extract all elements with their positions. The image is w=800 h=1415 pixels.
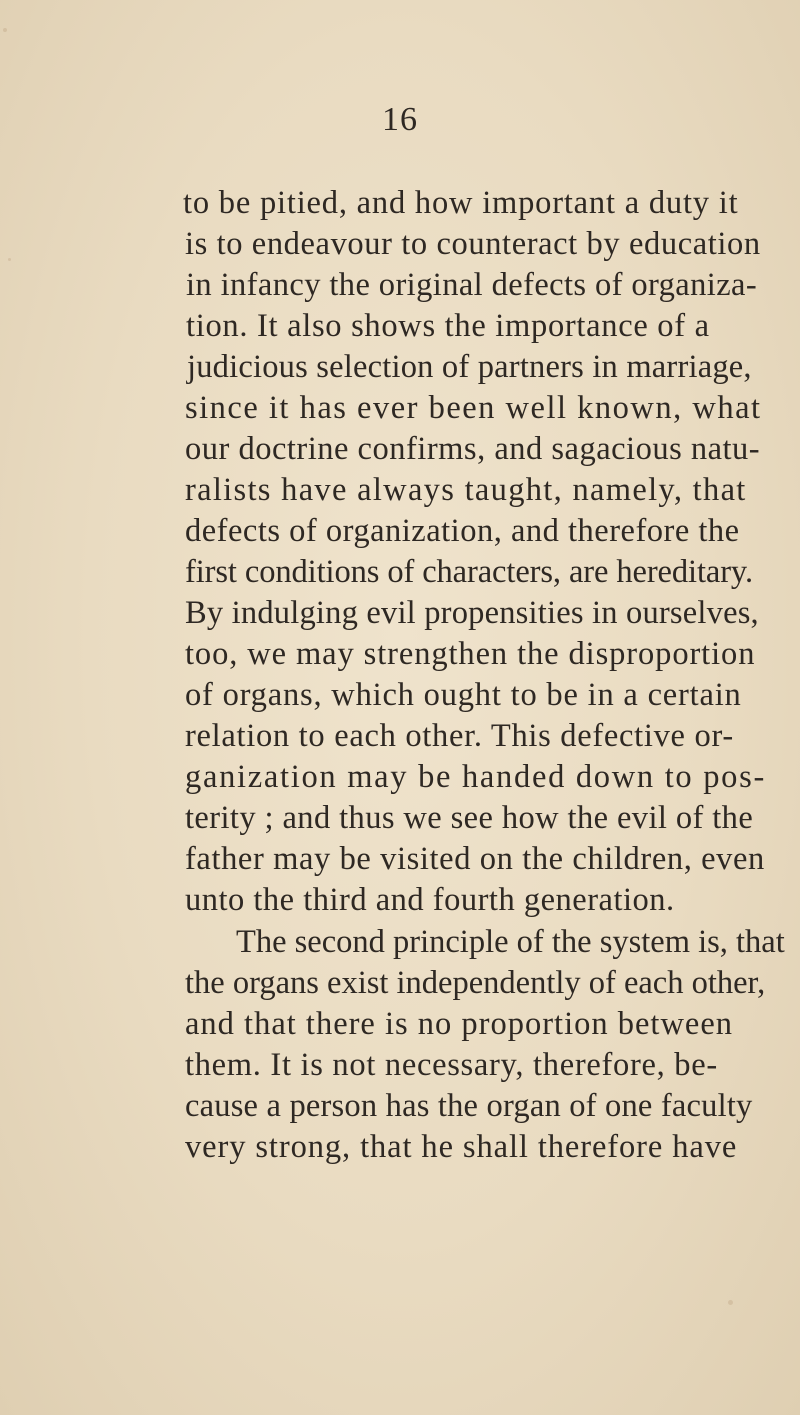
text-line: unto the third and fourth generation. xyxy=(185,882,675,918)
text-line: The second principle of the system is, that xyxy=(236,924,785,960)
text-line: in infancy the original defects of organiza- xyxy=(186,267,758,303)
text-line: By indulging evil propensities in ourselves, xyxy=(185,595,759,631)
text-line: ganization may be handed down to pos- xyxy=(185,759,766,795)
text-line: terity ; and thus we see how the evil of the xyxy=(185,800,754,836)
paper-stain xyxy=(728,1300,733,1305)
text-line: to be pitied, and how important a duty it xyxy=(183,185,739,221)
text-line: father may be visited on the children, even xyxy=(185,841,765,877)
text-line: of organs, which ought to be in a certain xyxy=(185,677,742,713)
text-line: too, we may strengthen the disproportion xyxy=(185,636,756,672)
paper-stain xyxy=(8,258,11,261)
text-line: and that there is no proportion between xyxy=(185,1006,734,1042)
text-line: our doctrine confirms, and sagacious natu- xyxy=(185,431,761,467)
text-line: ralists have always taught, namely, that xyxy=(185,472,747,508)
text-line: tion. It also shows the importance of a xyxy=(186,308,710,344)
paper-stain xyxy=(3,28,7,32)
text-line: cause a person has the organ of one faculty xyxy=(185,1088,753,1124)
text-line: them. It is not necessary, therefore, be- xyxy=(185,1047,718,1083)
text-line: defects of organization, and therefore the xyxy=(185,513,740,549)
text-line: relation to each other. This defective or- xyxy=(185,718,734,754)
text-line: judicious selection of partners in marriage, xyxy=(187,349,752,385)
text-line: first conditions of characters, are hereditary. xyxy=(185,554,754,590)
text-line: the organs exist independently of each other, xyxy=(185,965,766,1001)
text-line: very strong, that he shall therefore have xyxy=(185,1129,738,1165)
page-number: 16 xyxy=(382,101,418,138)
text-line: since it has ever been well known, what xyxy=(185,390,762,426)
text-line: is to endeavour to counteract by education xyxy=(185,226,761,262)
